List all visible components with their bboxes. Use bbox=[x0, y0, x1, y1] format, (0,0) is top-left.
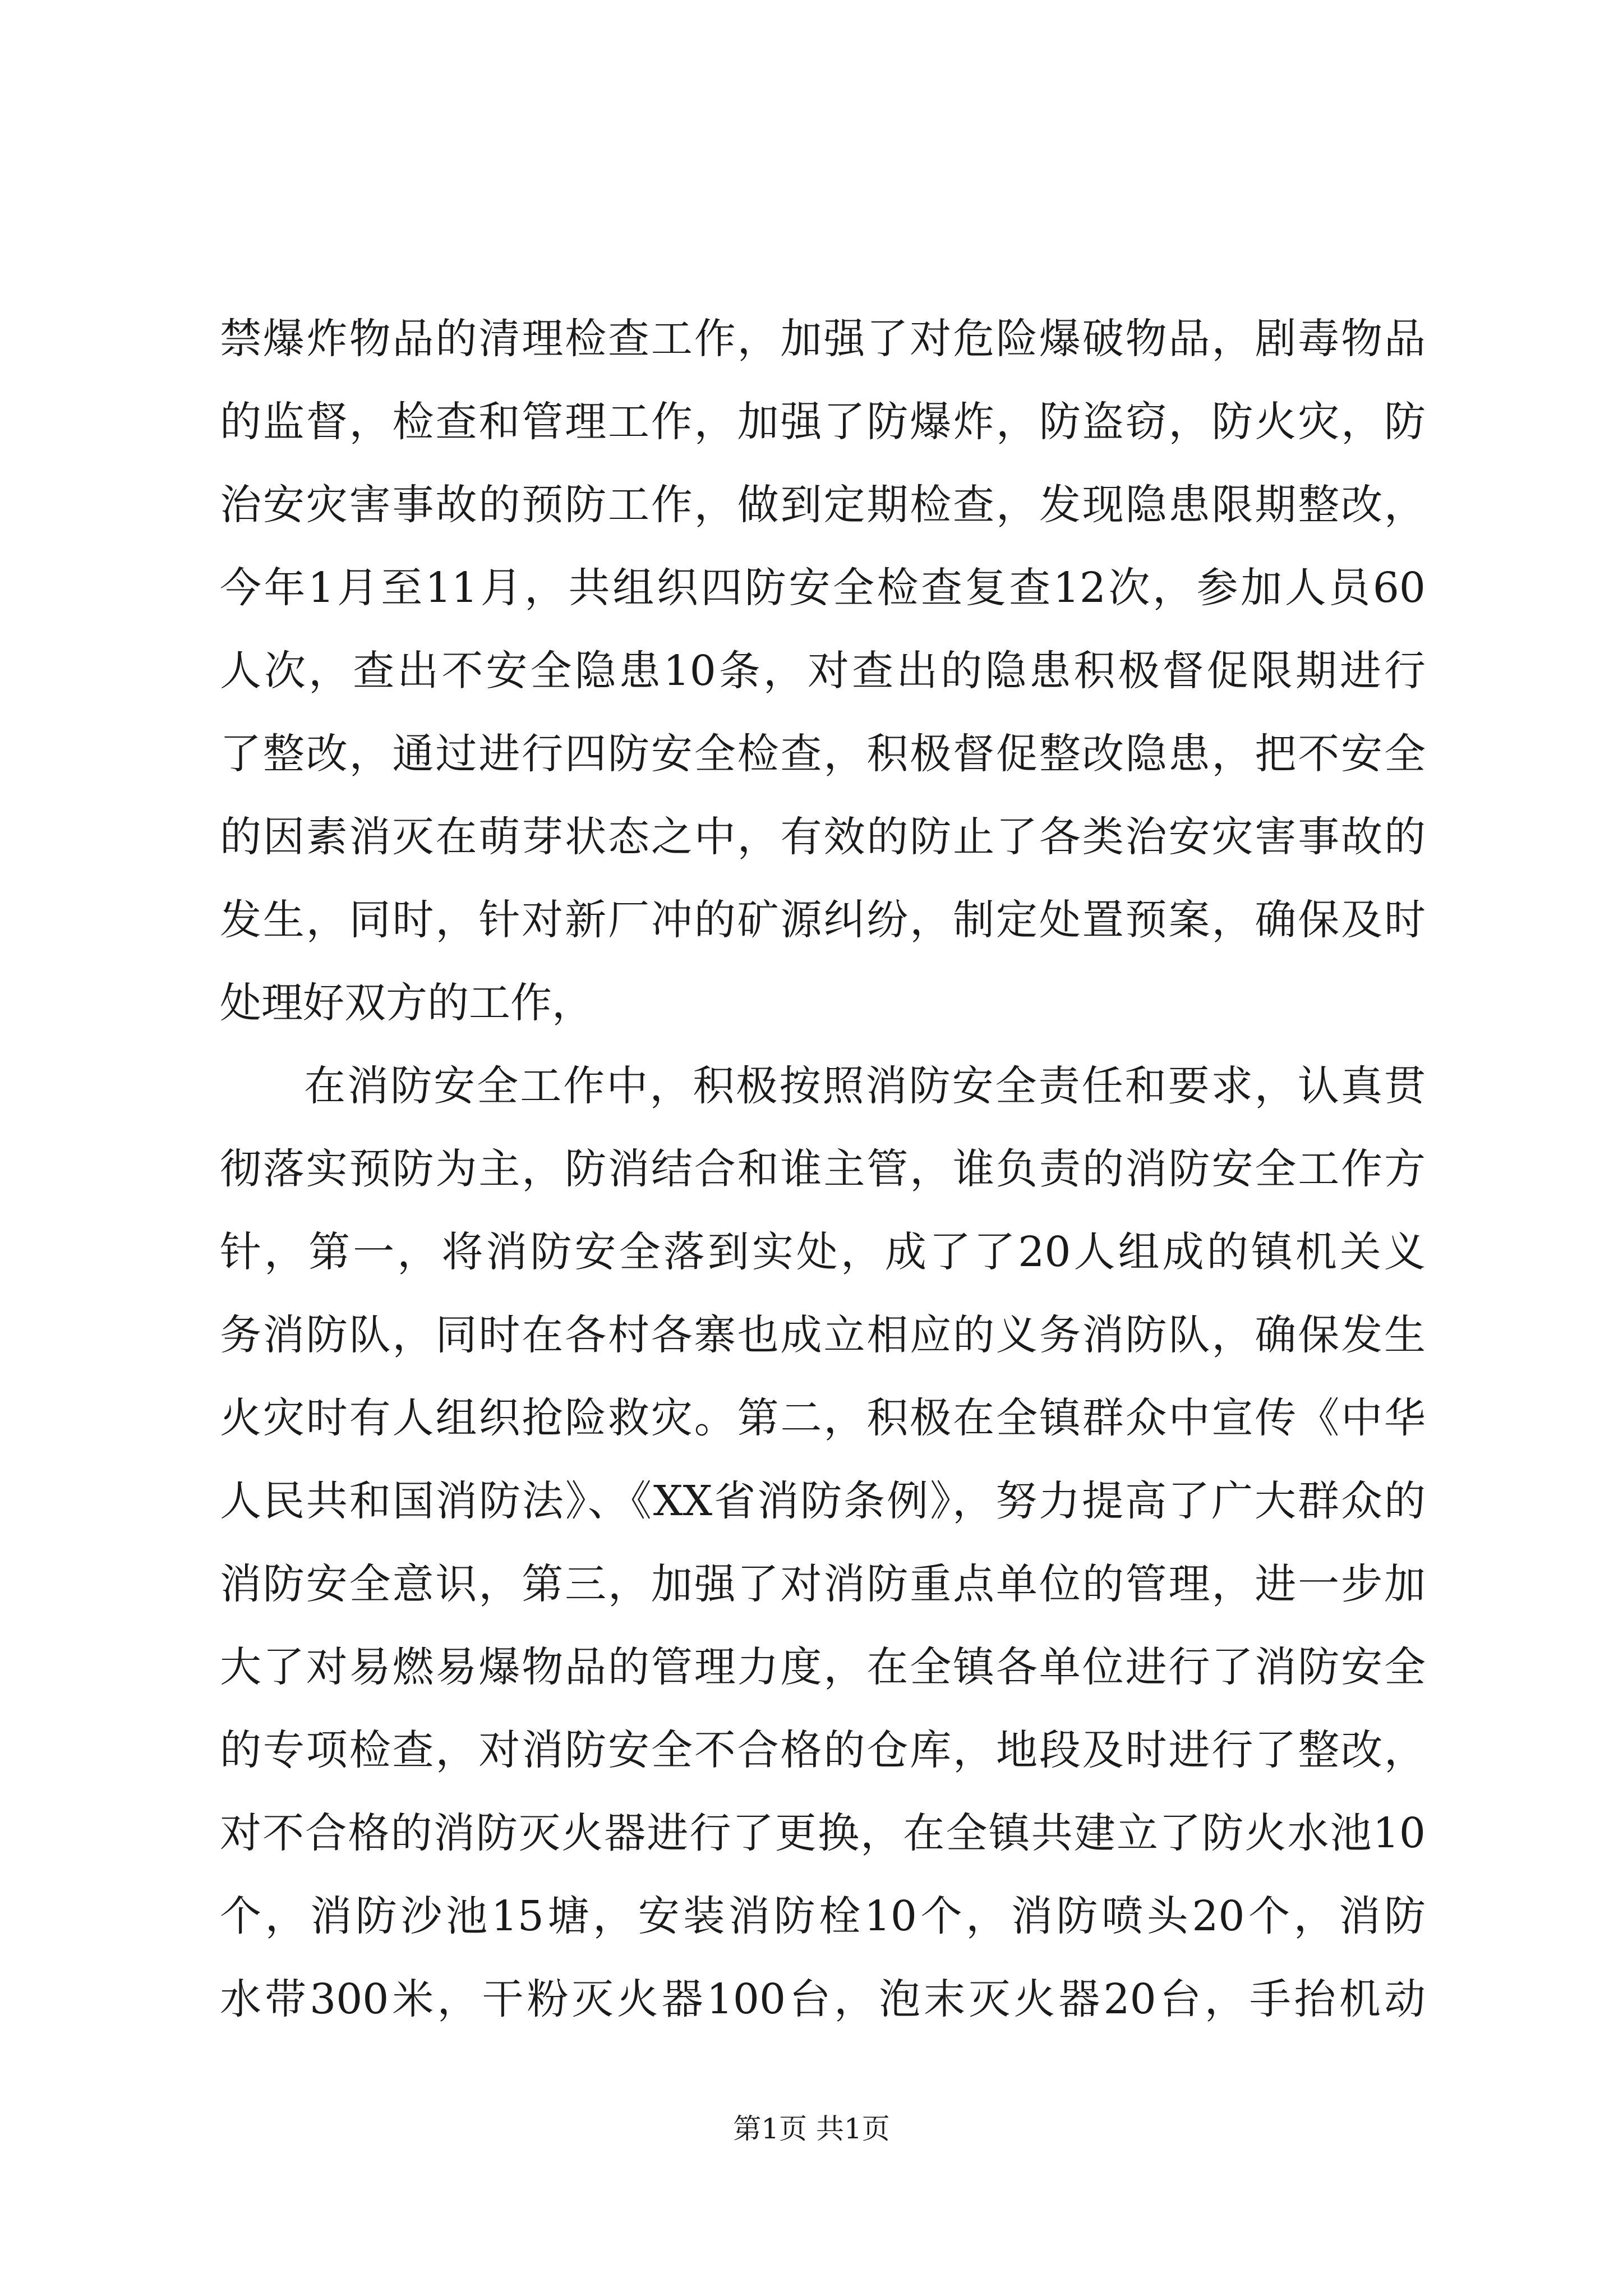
text-line: 个，消防沙池15塘，安装消防栓10个，消防喷头20个，消防 bbox=[220, 1892, 1426, 1940]
text-line: 彻落实预防为主，防消结合和谁主管，谁负责的消防安全工作方 bbox=[220, 1145, 1426, 1193]
text-line: 禁爆炸物品的清理检查工作，加强了对危险爆破物品，剧毒物品 bbox=[220, 315, 1426, 363]
text-line: 消防安全意识，第三，加强了对消防重点单位的管理，进一步加 bbox=[220, 1560, 1426, 1608]
text-line: 大了对易燃易爆物品的管理力度，在全镇各单位进行了消防安全 bbox=[220, 1643, 1426, 1691]
text-line: 水带300米，干粉灭火器100台，泡末灭火器20台，手抬机动 bbox=[220, 1975, 1426, 2023]
page-number: 第1页 共1页 bbox=[733, 2113, 890, 2145]
text-line: 人民共和国消防法》、《XX省消防条例》，努力提高了广大群众的 bbox=[220, 1477, 1426, 1525]
paragraph-1 bbox=[220, 297, 1426, 1045]
text-line: 处理好双方的工作， bbox=[220, 979, 593, 1027]
text-line: 在消防安全工作中，积极按照消防安全责任和要求，认真贯 bbox=[304, 1062, 1426, 1110]
text-line: 人次，查出不安全隐患10条，对查出的隐患积极督促限期进行 bbox=[220, 647, 1426, 695]
text-line: 发生，同时，针对新厂冲的矿源纠纷，制定处置预案，确保及时 bbox=[220, 896, 1426, 944]
text-line: 针，第一，将消防安全落到实处，成了了20人组成的镇机关义 bbox=[220, 1228, 1426, 1276]
page-footer bbox=[0, 2109, 1623, 2148]
body-text bbox=[220, 297, 1426, 2041]
text-line: 今年1月至11月，共组织四防安全检查复查12次，参加人员60 bbox=[220, 564, 1426, 612]
text-line: 的监督，检查和管理工作，加强了防爆炸，防盗窃，防火灾，防 bbox=[220, 398, 1426, 446]
paragraph-2 bbox=[220, 1045, 1426, 2041]
text-line: 的专项检查，对消防安全不合格的仓库，地段及时进行了整改， bbox=[220, 1726, 1426, 1774]
text-line: 了整改，通过进行四防安全检查，积极督促整改隐患，把不安全 bbox=[220, 730, 1426, 778]
text-line: 对不合格的消防灭火器进行了更换，在全镇共建立了防火水池10 bbox=[220, 1809, 1426, 1857]
text-line: 的因素消灭在萌芽状态之中，有效的防止了各类治安灾害事故的 bbox=[220, 813, 1426, 861]
text-line: 治安灾害事故的预防工作，做到定期检查，发现隐患限期整改， bbox=[220, 481, 1426, 529]
text-line: 务消防队，同时在各村各寨也成立相应的义务消防队，确保发生 bbox=[220, 1311, 1426, 1359]
text-line: 火灾时有人组织抢险救灾。第二，积极在全镇群众中宣传《中华 bbox=[220, 1394, 1426, 1442]
